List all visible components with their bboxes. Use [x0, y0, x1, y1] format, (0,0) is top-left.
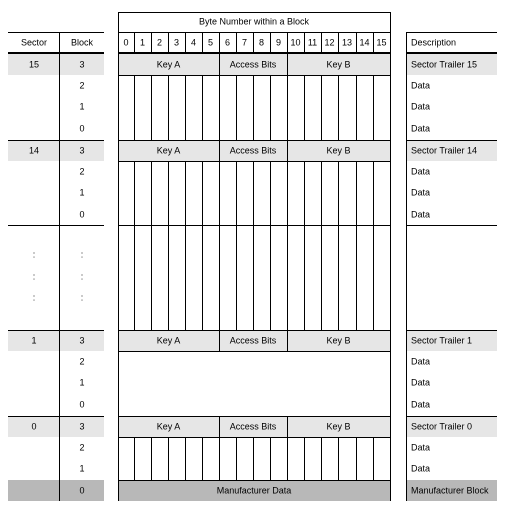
- byte-column-divider: [253, 225, 254, 330]
- sector-separator: [8, 225, 104, 226]
- block-description: Sector Trailer 14: [411, 145, 478, 156]
- byte-column-divider: [236, 161, 237, 225]
- byte-column-divider: [134, 437, 135, 480]
- byte-number-3: 3: [173, 37, 180, 48]
- sector-separator: [406, 416, 497, 417]
- block-description: Data: [411, 123, 431, 134]
- sector-separator: [406, 225, 497, 226]
- block-number: 1: [79, 187, 85, 198]
- byte-column-divider: [185, 437, 186, 480]
- block-number: 0: [79, 209, 85, 220]
- key-b-label: Key B: [326, 421, 351, 432]
- block-description: Data: [411, 187, 431, 198]
- sector-number: 0: [31, 421, 37, 432]
- byte-column-divider: [270, 161, 271, 225]
- block-number: 1: [79, 377, 85, 388]
- byte-number-title: Byte Number within a Block: [198, 16, 310, 27]
- byte-column-divider: [219, 32, 220, 52]
- byte-column-divider: [373, 75, 374, 140]
- byte-column-divider: [287, 437, 288, 480]
- byte-column-divider: [185, 75, 186, 140]
- key-b-label: Key B: [326, 59, 351, 70]
- block-number: 2: [79, 80, 85, 91]
- byte-column-divider: [168, 32, 169, 52]
- byte-column-divider: [356, 161, 357, 225]
- byte-number-10: 10: [290, 37, 301, 48]
- byte-column-divider: [287, 225, 288, 330]
- byte-column-divider: [236, 75, 237, 140]
- block-number: 3: [79, 145, 85, 156]
- header-bottom-line: [406, 52, 497, 54]
- byte-number-7: 7: [241, 37, 248, 48]
- byte-number-5: 5: [207, 37, 214, 48]
- byte-column-divider: [270, 75, 271, 140]
- block-description: Data: [411, 80, 431, 91]
- block-number: 1: [79, 101, 85, 112]
- byte-column-divider: [338, 437, 339, 480]
- block-description: Data: [411, 463, 431, 474]
- sector-separator: [118, 330, 390, 331]
- block-column-header: Block: [70, 37, 94, 48]
- byte-number-15: 15: [376, 37, 387, 48]
- sector-trailer-shade: [8, 416, 104, 437]
- byte-column-divider: [168, 75, 169, 140]
- byte-column-divider: [287, 75, 288, 140]
- byte-left-border: [118, 12, 119, 501]
- sector-separator: [118, 416, 390, 417]
- byte-column-divider: [202, 437, 203, 480]
- byte-column-divider: [151, 437, 152, 480]
- byte-column-divider: [219, 330, 220, 351]
- sector-block-divider: [59, 32, 60, 501]
- key-b-label: Key B: [326, 335, 351, 346]
- byte-column-divider: [185, 161, 186, 225]
- block-description: Data: [411, 356, 431, 367]
- byte-column-divider: [202, 161, 203, 225]
- byte-column-divider: [287, 330, 288, 351]
- block-number: 2: [79, 166, 85, 177]
- header-top-line: [118, 12, 390, 13]
- byte-column-divider: [270, 32, 271, 52]
- byte-column-divider: [287, 416, 288, 437]
- block-number: 0: [79, 123, 85, 134]
- ellipsis-sector: :: [32, 249, 36, 260]
- byte-column-divider: [202, 32, 203, 52]
- byte-column-divider: [253, 32, 254, 52]
- sector-number: 15: [28, 59, 40, 70]
- access-bits-label: Access Bits: [229, 145, 277, 156]
- block-number: 0: [79, 399, 85, 410]
- byte-column-divider: [287, 32, 288, 52]
- header-top-line: [406, 32, 497, 33]
- byte-column-divider: [287, 161, 288, 225]
- byte-column-divider: [219, 225, 220, 330]
- byte-column-divider: [151, 225, 152, 330]
- sector-column-header: Sector: [20, 37, 48, 48]
- byte-number-14: 14: [359, 37, 370, 48]
- byte-column-divider: [373, 437, 374, 480]
- key-a-label: Key A: [156, 421, 181, 432]
- byte-column-divider: [236, 437, 237, 480]
- byte-column-divider: [151, 32, 152, 52]
- ellipsis-sector: :: [32, 292, 36, 303]
- byte-column-divider: [287, 54, 288, 75]
- block-number: 3: [79, 421, 85, 432]
- block-description: Data: [411, 442, 431, 453]
- byte-column-divider: [321, 32, 322, 52]
- byte-column-divider: [304, 32, 305, 52]
- sector-separator: [118, 225, 390, 226]
- byte-number-9: 9: [275, 37, 282, 48]
- key-a-label: Key A: [156, 59, 181, 70]
- byte-number-0: 0: [123, 37, 129, 48]
- block-number: 2: [79, 442, 85, 453]
- byte-column-divider: [338, 225, 339, 330]
- byte-number-2: 2: [156, 37, 163, 48]
- byte-column-divider: [185, 32, 186, 52]
- sector-separator: [118, 140, 390, 141]
- byte-column-divider: [168, 437, 169, 480]
- byte-column-divider: [219, 161, 220, 225]
- byte-column-divider: [219, 140, 220, 161]
- header-bottom-line: [118, 52, 390, 54]
- trailer-row-line: [118, 75, 390, 76]
- byte-column-divider: [202, 225, 203, 330]
- byte-column-divider: [253, 437, 254, 480]
- ellipsis-block: :: [80, 249, 84, 260]
- sector-number: 14: [28, 145, 40, 156]
- sector-separator: [406, 140, 497, 141]
- block-number: 1: [79, 463, 85, 474]
- sector-separator: [8, 140, 104, 141]
- byte-column-divider: [168, 161, 169, 225]
- trailer-row-line: [118, 161, 390, 162]
- byte-column-divider: [185, 225, 186, 330]
- byte-column-divider: [338, 161, 339, 225]
- byte-number-8: 8: [258, 37, 265, 48]
- block-number: 2: [79, 356, 85, 367]
- block-number: 3: [79, 335, 85, 346]
- byte-column-divider: [304, 225, 305, 330]
- sector-separator: [8, 330, 104, 331]
- ellipsis-sector: :: [32, 271, 36, 282]
- sector-separator: [8, 416, 104, 417]
- byte-number-4: 4: [190, 37, 197, 48]
- block-description: Data: [411, 209, 431, 220]
- byte-column-divider: [373, 161, 374, 225]
- description-left-border: [406, 32, 407, 501]
- byte-column-divider: [202, 75, 203, 140]
- byte-column-divider: [356, 32, 357, 52]
- byte-column-divider: [134, 75, 135, 140]
- byte-column-divider: [236, 225, 237, 330]
- description-column-header: Description: [411, 37, 457, 48]
- sector-trailer-shade: [8, 140, 104, 161]
- byte-column-divider: [304, 75, 305, 140]
- block-description: Data: [411, 399, 431, 410]
- byte-column-divider: [321, 225, 322, 330]
- byte-column-divider: [373, 32, 374, 52]
- block-description: Sector Trailer 15: [411, 59, 478, 70]
- byte-column-divider: [236, 32, 237, 52]
- byte-column-divider: [287, 140, 288, 161]
- byte-column-divider: [270, 437, 271, 480]
- byte-column-divider: [134, 225, 135, 330]
- block-description: Sector Trailer 0: [411, 421, 473, 432]
- header-top-line: [8, 32, 104, 33]
- byte-column-divider: [253, 161, 254, 225]
- access-bits-label: Access Bits: [229, 421, 277, 432]
- key-a-label: Key A: [156, 335, 181, 346]
- access-bits-label: Access Bits: [229, 59, 277, 70]
- key-a-label: Key A: [156, 145, 181, 156]
- byte-column-divider: [134, 161, 135, 225]
- ellipsis-block: :: [80, 271, 84, 282]
- ellipsis-block: :: [80, 292, 84, 303]
- byte-number-13: 13: [341, 37, 353, 48]
- block-description: Sector Trailer 1: [411, 335, 473, 346]
- byte-column-divider: [151, 161, 152, 225]
- byte-column-divider: [304, 437, 305, 480]
- trailer-row-line: [118, 351, 390, 352]
- byte-column-divider: [356, 75, 357, 140]
- byte-column-divider: [356, 437, 357, 480]
- key-b-label: Key B: [326, 145, 351, 156]
- byte-column-divider: [304, 161, 305, 225]
- sector-separator: [406, 330, 497, 331]
- byte-column-divider: [168, 225, 169, 330]
- block-description: Data: [411, 166, 431, 177]
- manufacturer-data-label: Manufacturer Data: [216, 485, 292, 496]
- byte-column-divider: [219, 437, 220, 480]
- trailer-row-line: [118, 437, 390, 438]
- block-description: Manufacturer Block: [411, 485, 489, 496]
- byte-column-divider: [219, 54, 220, 75]
- manufacturer-shade: [8, 480, 104, 501]
- block-description: Data: [411, 101, 431, 112]
- block-number: 0: [79, 485, 85, 496]
- header-mid-line: [118, 32, 390, 33]
- byte-number-6: 6: [224, 37, 231, 48]
- byte-column-divider: [338, 32, 339, 52]
- byte-column-divider: [356, 225, 357, 330]
- byte-column-divider: [270, 225, 271, 330]
- byte-column-divider: [321, 161, 322, 225]
- byte-right-border: [390, 12, 391, 501]
- byte-column-divider: [219, 75, 220, 140]
- header-bottom-line: [8, 52, 104, 54]
- sector-trailer-shade: [8, 54, 104, 75]
- sector-trailer-shade: [8, 330, 104, 351]
- byte-number-1: 1: [139, 37, 146, 48]
- byte-number-11: 11: [307, 37, 318, 48]
- byte-column-divider: [219, 416, 220, 437]
- byte-number-12: 12: [324, 37, 335, 48]
- byte-column-divider: [338, 75, 339, 140]
- byte-column-divider: [253, 75, 254, 140]
- sector-number: 1: [31, 335, 37, 346]
- byte-column-divider: [321, 75, 322, 140]
- manufacturer-row-line: [118, 480, 390, 481]
- block-number: 3: [79, 59, 85, 70]
- byte-column-divider: [134, 32, 135, 52]
- block-description: Data: [411, 377, 431, 388]
- byte-column-divider: [373, 225, 374, 330]
- access-bits-label: Access Bits: [229, 335, 277, 346]
- byte-column-divider: [321, 437, 322, 480]
- byte-column-divider: [151, 75, 152, 140]
